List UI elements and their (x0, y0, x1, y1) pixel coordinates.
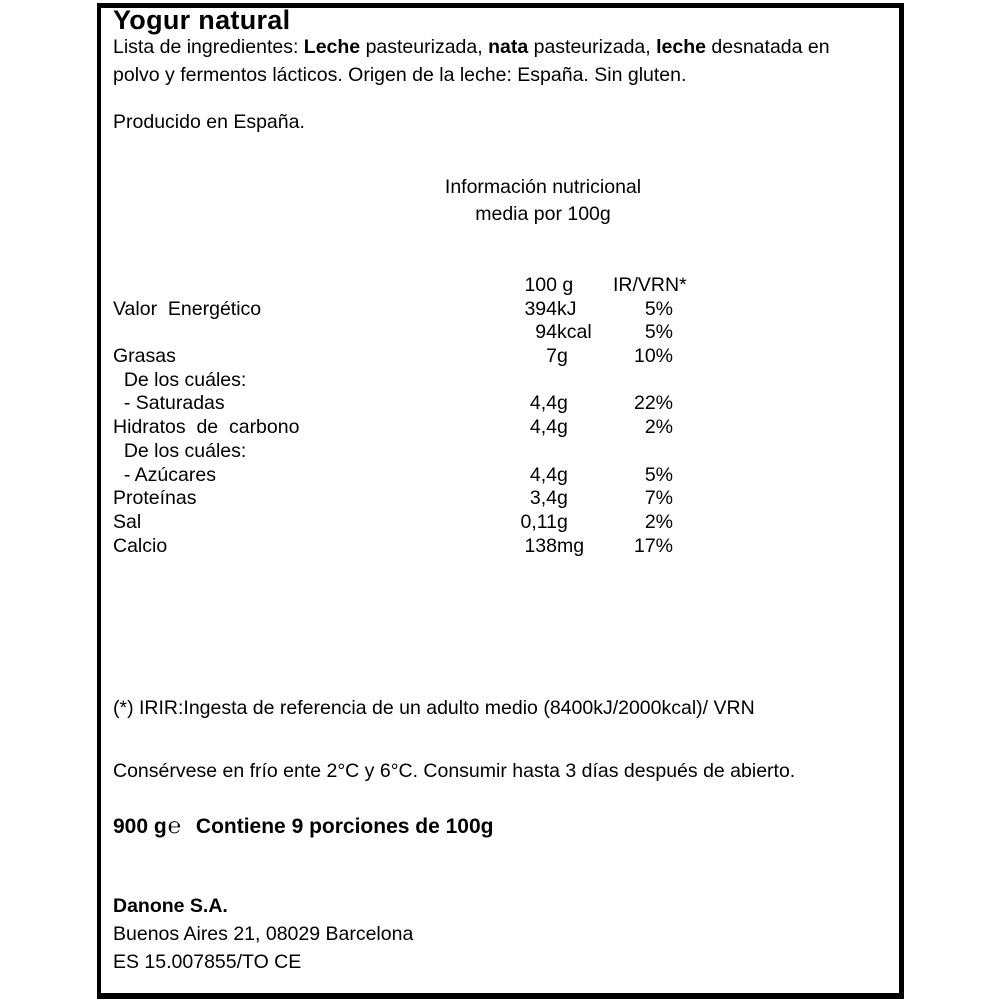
nutrition-cell-pct: 2% (644, 416, 673, 439)
nutrition-row (113, 440, 673, 464)
nutrition-cell-unit: kJ (557, 297, 577, 320)
manufacturer-block (113, 892, 413, 976)
nutrition-cell-unit (557, 440, 613, 464)
nutrition-title-line2: media por 100g (475, 203, 611, 225)
nutrition-cell-label: Grasas (113, 345, 176, 368)
nutrition-cell-label: - Azúcares (113, 463, 216, 486)
nutrition-cell-pct: IR/VRN* (613, 274, 687, 296)
nutrition-cell-num: 138 (524, 534, 557, 557)
nutrition-row (113, 464, 673, 488)
nutrition-cell-num: 394 (524, 297, 557, 320)
nutrition-cell-num (393, 440, 557, 464)
nutrition-cell-unit: g (557, 274, 574, 296)
nutrition-row (113, 369, 673, 393)
nutrition-cell-label: Valor Energético (113, 297, 262, 320)
nutrition-row (113, 511, 673, 535)
nutrition-cell-label: Sal (113, 510, 142, 533)
nutrition-row (113, 321, 673, 345)
product-title: Yogur natural (113, 5, 291, 35)
nutrition-cell-num: 94 (535, 321, 557, 344)
nutrition-cell-label (113, 321, 393, 345)
nutrition-table (113, 274, 687, 558)
manufacturer-address: Buenos Aires 21, 08029 Barcelona (113, 923, 414, 945)
net-weight-amount: 900 g (113, 815, 167, 838)
net-weight-line (113, 813, 494, 839)
nutrition-cell-label: Calcio (113, 534, 168, 557)
nutrition-cell-unit: g (557, 487, 568, 510)
nutrition-cell-pct: 5% (644, 321, 673, 344)
nutrition-cell-label: Hidratos de carbono (113, 416, 300, 439)
product-label (97, 3, 904, 999)
nutrition-cell-label: De los cuáles: (113, 368, 247, 391)
nutrition-header-row (113, 274, 687, 298)
nutrition-cell-num: 0,11 (520, 510, 557, 533)
nutrition-title-line1: Información nutricional (444, 176, 642, 198)
manufacturer-name: Danone S.A. (113, 895, 228, 917)
nutrition-cell-num: 3,4 (529, 487, 557, 510)
nutrition-cell-label: De los cuáles: (113, 439, 247, 462)
nutrition-cell-pct (613, 440, 673, 464)
nutrition-cell-pct (613, 369, 673, 393)
storage-instructions: Consérvese en frío ente 2°C y 6°C. Consumir hasta 3 días después de abierto. (113, 760, 796, 782)
nutrition-cell-pct: 2% (644, 510, 673, 533)
nutrition-row (113, 345, 673, 369)
nutrition-cell-unit: g (557, 345, 568, 368)
nutrition-cell-num: 4,4 (529, 392, 557, 415)
registration-code: ES 15.007855/TO CE (113, 951, 302, 973)
nutrition-row (113, 392, 673, 416)
nutrition-cell-label: - Saturadas (113, 392, 225, 415)
nutrition-cell-pct: 22% (633, 392, 673, 415)
nutrition-cell-pct: 5% (644, 463, 673, 486)
nutrition-cell-unit: mg (557, 534, 585, 557)
nutrition-cell-unit: g (557, 416, 568, 439)
origin-text: Producido en España. (113, 111, 305, 133)
nutrition-cell-num (393, 369, 557, 393)
nutrition-cell-unit: g (557, 463, 568, 486)
nutrition-row (113, 416, 673, 440)
nutrition-cell-num: 4,4 (529, 463, 557, 486)
nutrition-cell-num: 7 (546, 345, 557, 368)
nutrition-cell-num: 4,4 (529, 416, 557, 439)
nutrition-title (343, 174, 743, 228)
nutrition-cell-unit: g (557, 510, 568, 533)
nutrition-row (113, 535, 673, 559)
nutrition-cell-label (113, 274, 393, 298)
nutrition-cell-unit (557, 369, 613, 393)
nutrition-cell-pct: 10% (633, 345, 673, 368)
portions-text: Contiene 9 porciones de 100g (195, 815, 494, 838)
nutrition-cell-label: Proteínas (113, 487, 197, 510)
reference-note: (*) IRIR:Ingesta de referencia de un adulto medio (8400kJ/2000kcal)/ VRN (113, 697, 755, 719)
ingredients-text: Lista de ingredientes: Leche pasteurizada, nata pasteurizada, leche desnatada en polvo y fermentos lácticos. Origen de la leche: España. Sin gluten. (113, 36, 830, 86)
nutrition-cell-pct: 7% (644, 487, 673, 510)
nutrition-cell-num: 100 (524, 274, 557, 296)
nutrition-row (113, 298, 673, 322)
nutrition-cell-unit: g (557, 392, 568, 415)
nutrition-cell-unit: kcal (557, 321, 592, 344)
nutrition-cell-pct: 17% (633, 534, 673, 557)
estimated-sign: ℮ (167, 813, 181, 838)
nutrition-row (113, 487, 673, 511)
nutrition-cell-pct: 5% (644, 297, 673, 320)
